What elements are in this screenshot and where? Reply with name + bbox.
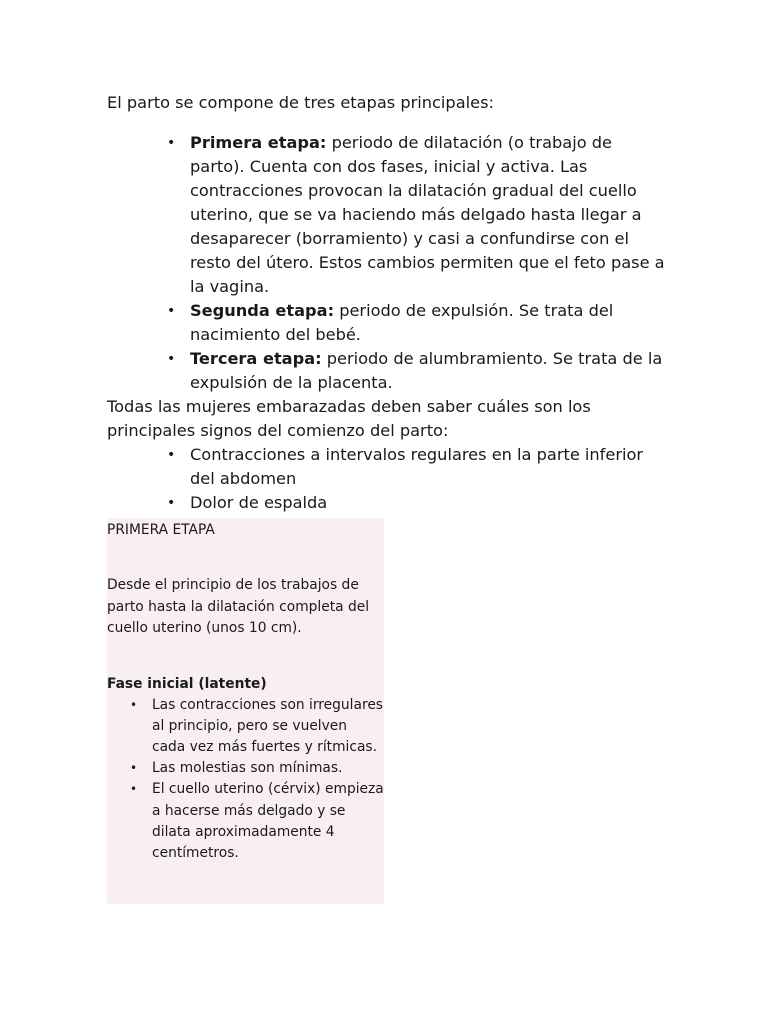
list-item: • El cuello uterino (cérvix) empieza a hacerse más delgado y se dilata aproximadamente 4 centímetros. [152,779,384,864]
list-item [190,131,667,299]
sidebar-subheading: Fase inicial (latente) [107,675,267,692]
list-item [190,299,667,347]
list-item [190,347,667,395]
sidebar-title: PRIMERA ETAPA [107,522,215,538]
stage-label: Primera etapa: [190,133,327,152]
stage-text: periodo de expulsión. Se trata del nacimiento del bebé. [190,301,614,344]
stage-text: periodo de dilatación (o trabajo de parto). Cuenta con dos fases, inicial y activa. Las contracciones provocan la dilatación gradual del cuello uterino, que se va haciendo más delgado hasta llegar a desaparecer (borramiento) y casi a confundirse con el resto del útero. Estos cambios permiten que el feto pase a la vagina. [190,133,665,296]
stage-label: Segunda etapa: [190,301,335,320]
list-item: • Las molestias son mínimas. [152,758,384,779]
stage-label: Tercera etapa: [190,349,322,368]
list-item: • Las contracciones son irregulares al principio, pero se vuelven cada vez más fuertes y rítmicas. [152,695,384,759]
list-item: • Contracciones a intervalos regulares en la parte inferior del abdomen [190,443,667,491]
intro-paragraph: El parto se compone de tres etapas principales: [107,93,494,112]
stages-list [107,131,667,395]
sidebar-box [107,518,384,904]
main-content [107,91,667,515]
signs-intro-paragraph: Todas las mujeres embarazadas deben saber cuáles son los principales signos del comienzo del parto: [107,397,591,440]
sidebar-description: Desde el principio de los trabajos de parto hasta la dilatación completa del cuello uterino (unos 10 cm). [107,577,370,636]
stage-text: periodo de alumbramiento. Se trata de la expulsión de la placenta. [190,349,663,392]
list-item: • Dolor de espalda [190,491,667,515]
signs-list [107,443,667,515]
sidebar-list [107,695,384,865]
